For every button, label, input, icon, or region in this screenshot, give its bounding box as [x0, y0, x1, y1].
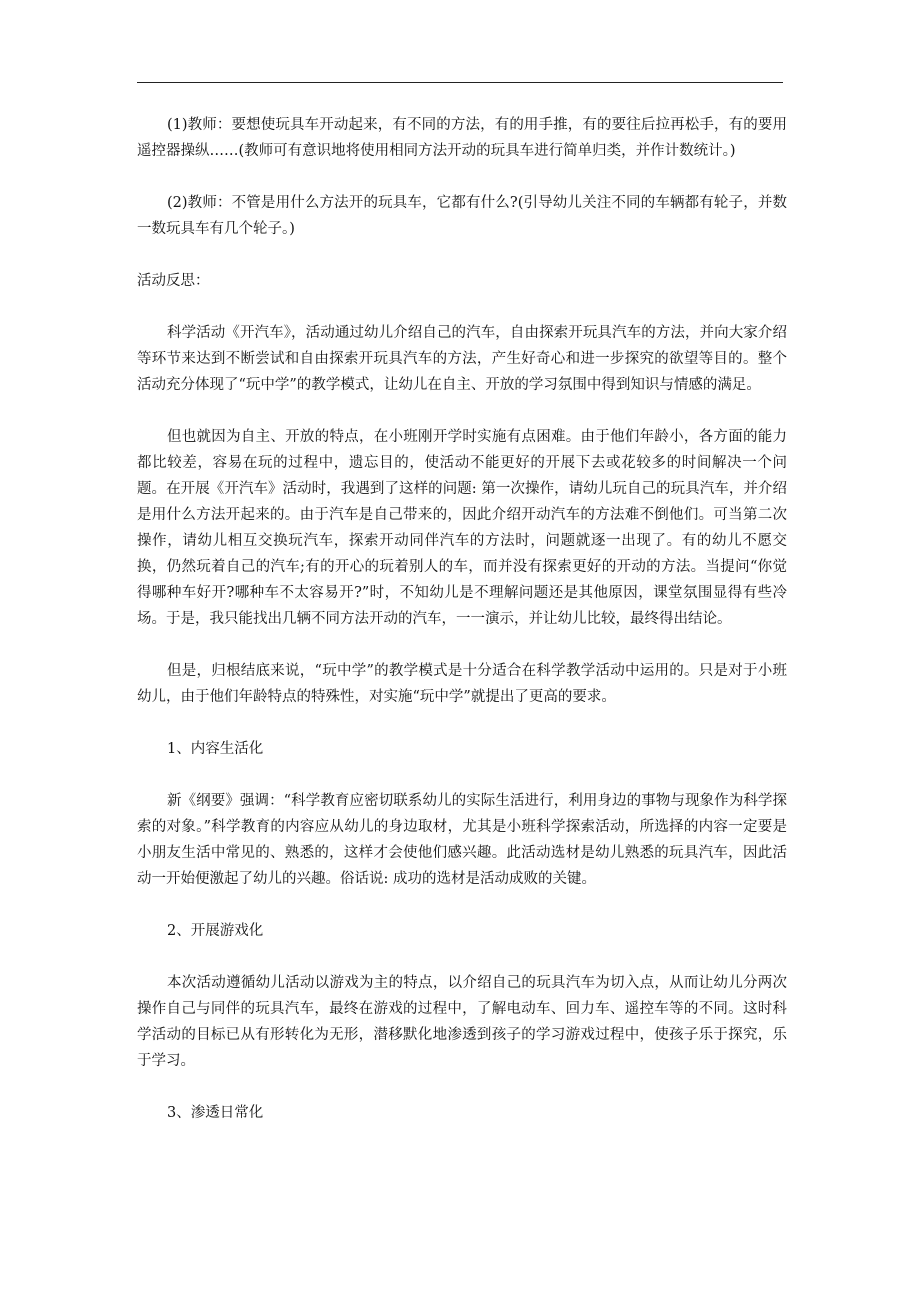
section-heading-3: 3、渗透日常化 — [167, 1105, 264, 1121]
teacher-step-1-paragraph: (1)教师：要想使玩具车开动起来，有不同的方法，有的用手推，有的要往后拉再松手，有的要用遥控器操纵……(教师可有意识地将使用相同方法开动的玩具车进行简单归类，并作计数统计。) — [137, 117, 787, 159]
reflection-label: 活动反思： — [137, 273, 210, 289]
reflection-paragraph-1: 科学活动《开汽车》，活动通过幼儿介绍自己的汽车，自由探索开玩具汽车的方法，并向大家介绍等环节来达到不断尝试和自由探索开玩具汽车的方法，产生好奇心和进一步探究的欲望等目的。整个活动充分体现了“玩中学”的教学模式，让幼儿在自主、开放的学习氛围中得到知识与情感的满足。 — [137, 325, 787, 393]
document-body — [137, 112, 787, 1152]
section-heading-2: 2、开展游戏化 — [167, 923, 264, 939]
reflection-paragraph-3: 但是，归根结底来说，“玩中学”的教学模式是十分适合在科学教学活动中运用的。只是对于小班幼儿，由于他们年龄特点的特殊性，对实施“玩中学”就提出了更高的要求。 — [137, 663, 787, 705]
teacher-step-2-paragraph: (2)教师：不管是用什么方法开的玩具车，它都有什么?(引导幼儿关注不同的车辆都有轮子，并数一数玩具车有几个轮子。) — [137, 195, 787, 237]
header-rule — [137, 82, 783, 83]
section-heading-1: 1、内容生活化 — [167, 741, 264, 757]
reflection-paragraph-2: 但也就因为自主、开放的特点，在小班刚开学时实施有点困难。由于他们年龄小，各方面的能力都比较差，容易在玩的过程中，遗忘目的，使活动不能更好的开展下去或花较多的时间解决一个问题。在开展《开汽车》活动时，我遇到了这样的问题: 第一次操作，请幼儿玩自己的玩具汽车，并介绍是用什么方法开起来的。由于汽车是自己带来的，因此介绍开动汽车的方法难不倒他们。可当第二次操作，请幼儿相互交换玩汽车，探索开动同伴汽车的方法时，问题就逐一出现了。有的幼儿不愿交换，仍然玩着自己的汽车;有的开心的玩着别人的车，而并没有探索更好的开动的方法。当提问“你觉得哪种车好开?哪种车不太容易开?”时，不知幼儿是不理解问题还是其他原因，课堂氛围显得有些冷场。于是，我只能找出几辆不同方法开动的汽车，一一演示，并让幼儿比较，最终得出结论。 — [137, 429, 787, 627]
section-body-2: 本次活动遵循幼儿活动以游戏为主的特点，以介绍自己的玩具汽车为切入点，从而让幼儿分两次操作自己与同伴的玩具汽车，最终在游戏的过程中，了解电动车、回力车、遥控车等的不同。这时科学活动的目标已从有形转化为无形，潜移默化地渗透到孩子的学习游戏过程中，使孩子乐于探究，乐于学习。 — [137, 975, 787, 1069]
section-body-1: 新《纲要》强调：“科学教育应密切联系幼儿的实际生活进行，利用身边的事物与现象作为科学探索的对象。”科学教育的内容应从幼儿的身边取材，尤其是小班科学探索活动，所选择的内容一定要是小朋友生活中常见的、熟悉的，这样才会使他们感兴趣。此活动选材是幼儿熟悉的玩具汽车，因此活动一开始便激起了幼儿的兴趣。俗话说: 成功的选材是活动成败的关键。 — [137, 793, 787, 887]
